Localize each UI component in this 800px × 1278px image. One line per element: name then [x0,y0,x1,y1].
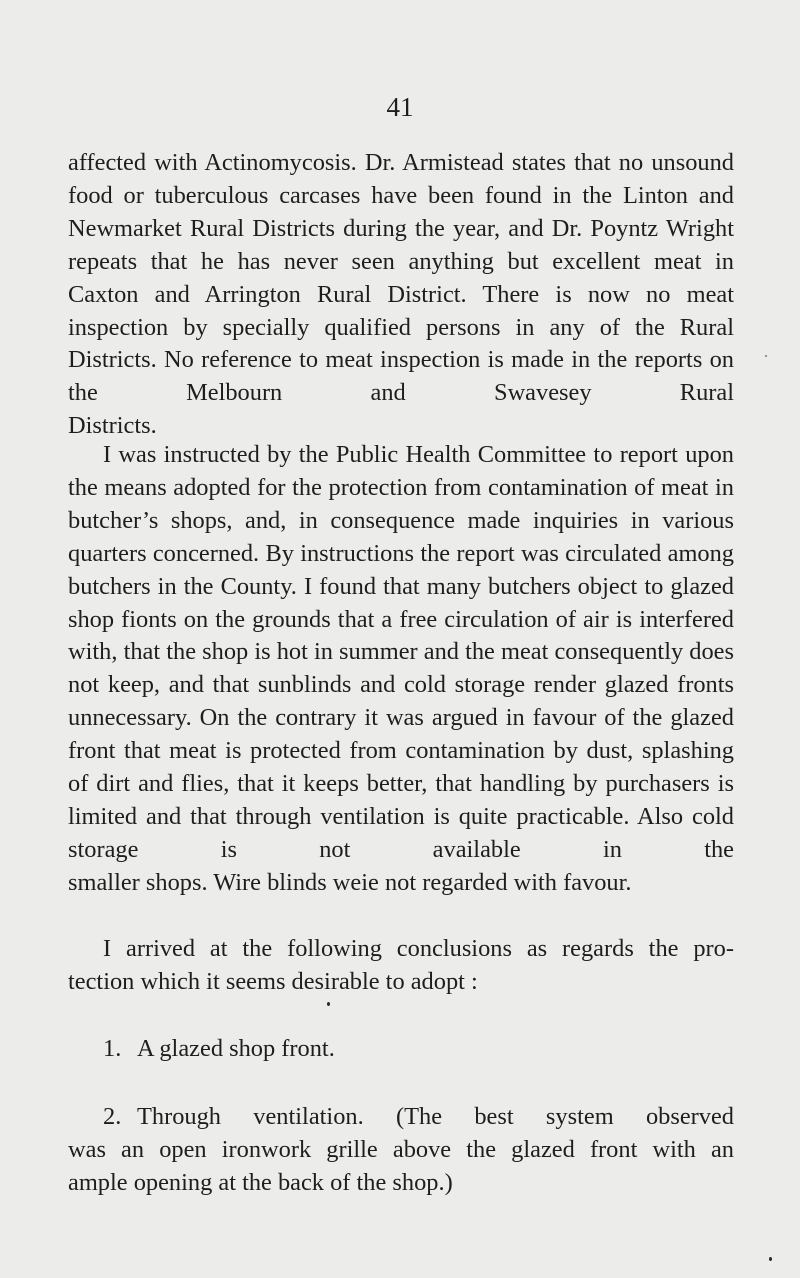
text-line: Districts. [68,412,157,440]
text-line: the report was circulated among butchers in the County. I [68,539,734,600]
list-item-text: A glazed shop front. [137,1035,335,1062]
text-line: I was instructed by the Public Health Committee to [103,441,613,468]
text-line: handling by purchasers is limited and that through ventilation [68,770,734,830]
text-line: affected with Actinomycosis. Dr. Armistead states that no [68,149,644,176]
text-line: made inquiries in various quarters concerned. By instructions [68,506,734,567]
list-item-2 [68,1101,734,1200]
text-line: is made in the reports on the Melbourn and Swavesey Rural [68,346,734,407]
text-line: in any of the Rural Districts. No reference to meat inspection [68,313,734,374]
text-line: unnecessary. On the contrary it was argued in favour of the [68,704,663,732]
paragraph-meat-inspection [68,147,734,443]
list-item-text: was an open ironwork grille above the glazed front with an [68,1135,734,1163]
list-item-number: 2. [103,1103,122,1130]
ink-speck [769,1257,772,1261]
text-line: contamination of meat in butcher’s shops, and, in consequence [68,473,734,534]
text-line: There is now no meat inspection by specially qualified persons [68,280,734,341]
text-line: smaller shops. Wire blinds weie not regarded with favour. [68,868,632,896]
paragraph-conclusions [68,933,734,999]
text-line: found that many butchers object to glazed shop fionts on the [68,572,735,633]
text-line: unsound food or tuberculous carcases have been found in the [68,149,734,209]
list-item-text: ample opening at the back of the shop.) [68,1168,453,1196]
paragraph-butcher-shops [68,439,734,900]
list-item-text: Through ventilation. (The best system observed [137,1103,734,1130]
text-line: Linton and Newmarket Rural Districts during the year, and [68,181,734,242]
text-line: keep, and that sunblinds and cold storage render glazed fronts [107,671,734,699]
text-line: but excellent meat in Caxton and Arrington Rural District. [68,247,734,308]
text-line: glazed front that meat is protected from contamination by [68,704,734,765]
text-line: report upon the means adopted for the protection from [68,441,734,501]
page-number: 41 [386,92,414,122]
text-line: dust, splashing of dirt and flies, that it keeps better, that [68,737,734,798]
text-line: the shop is hot in summer and the meat consequently does not [68,638,734,699]
ink-speck [327,1002,330,1006]
text-line: is quite practicable. Also cold storage is not available in the [68,802,734,863]
text-line: tection which it seems desirable to adopt : [68,967,478,995]
ink-speck [765,355,767,357]
text-line: grounds that a free circulation of air is interfered with, that [68,605,734,666]
list-item-1 [103,1033,734,1066]
list-item-number: 1. [103,1035,122,1062]
text-line: I arrived at the following conclusions as regards the pro- [103,935,734,962]
text-line: Dr. Poyntz Wright repeats that he has never seen anything [68,214,734,275]
